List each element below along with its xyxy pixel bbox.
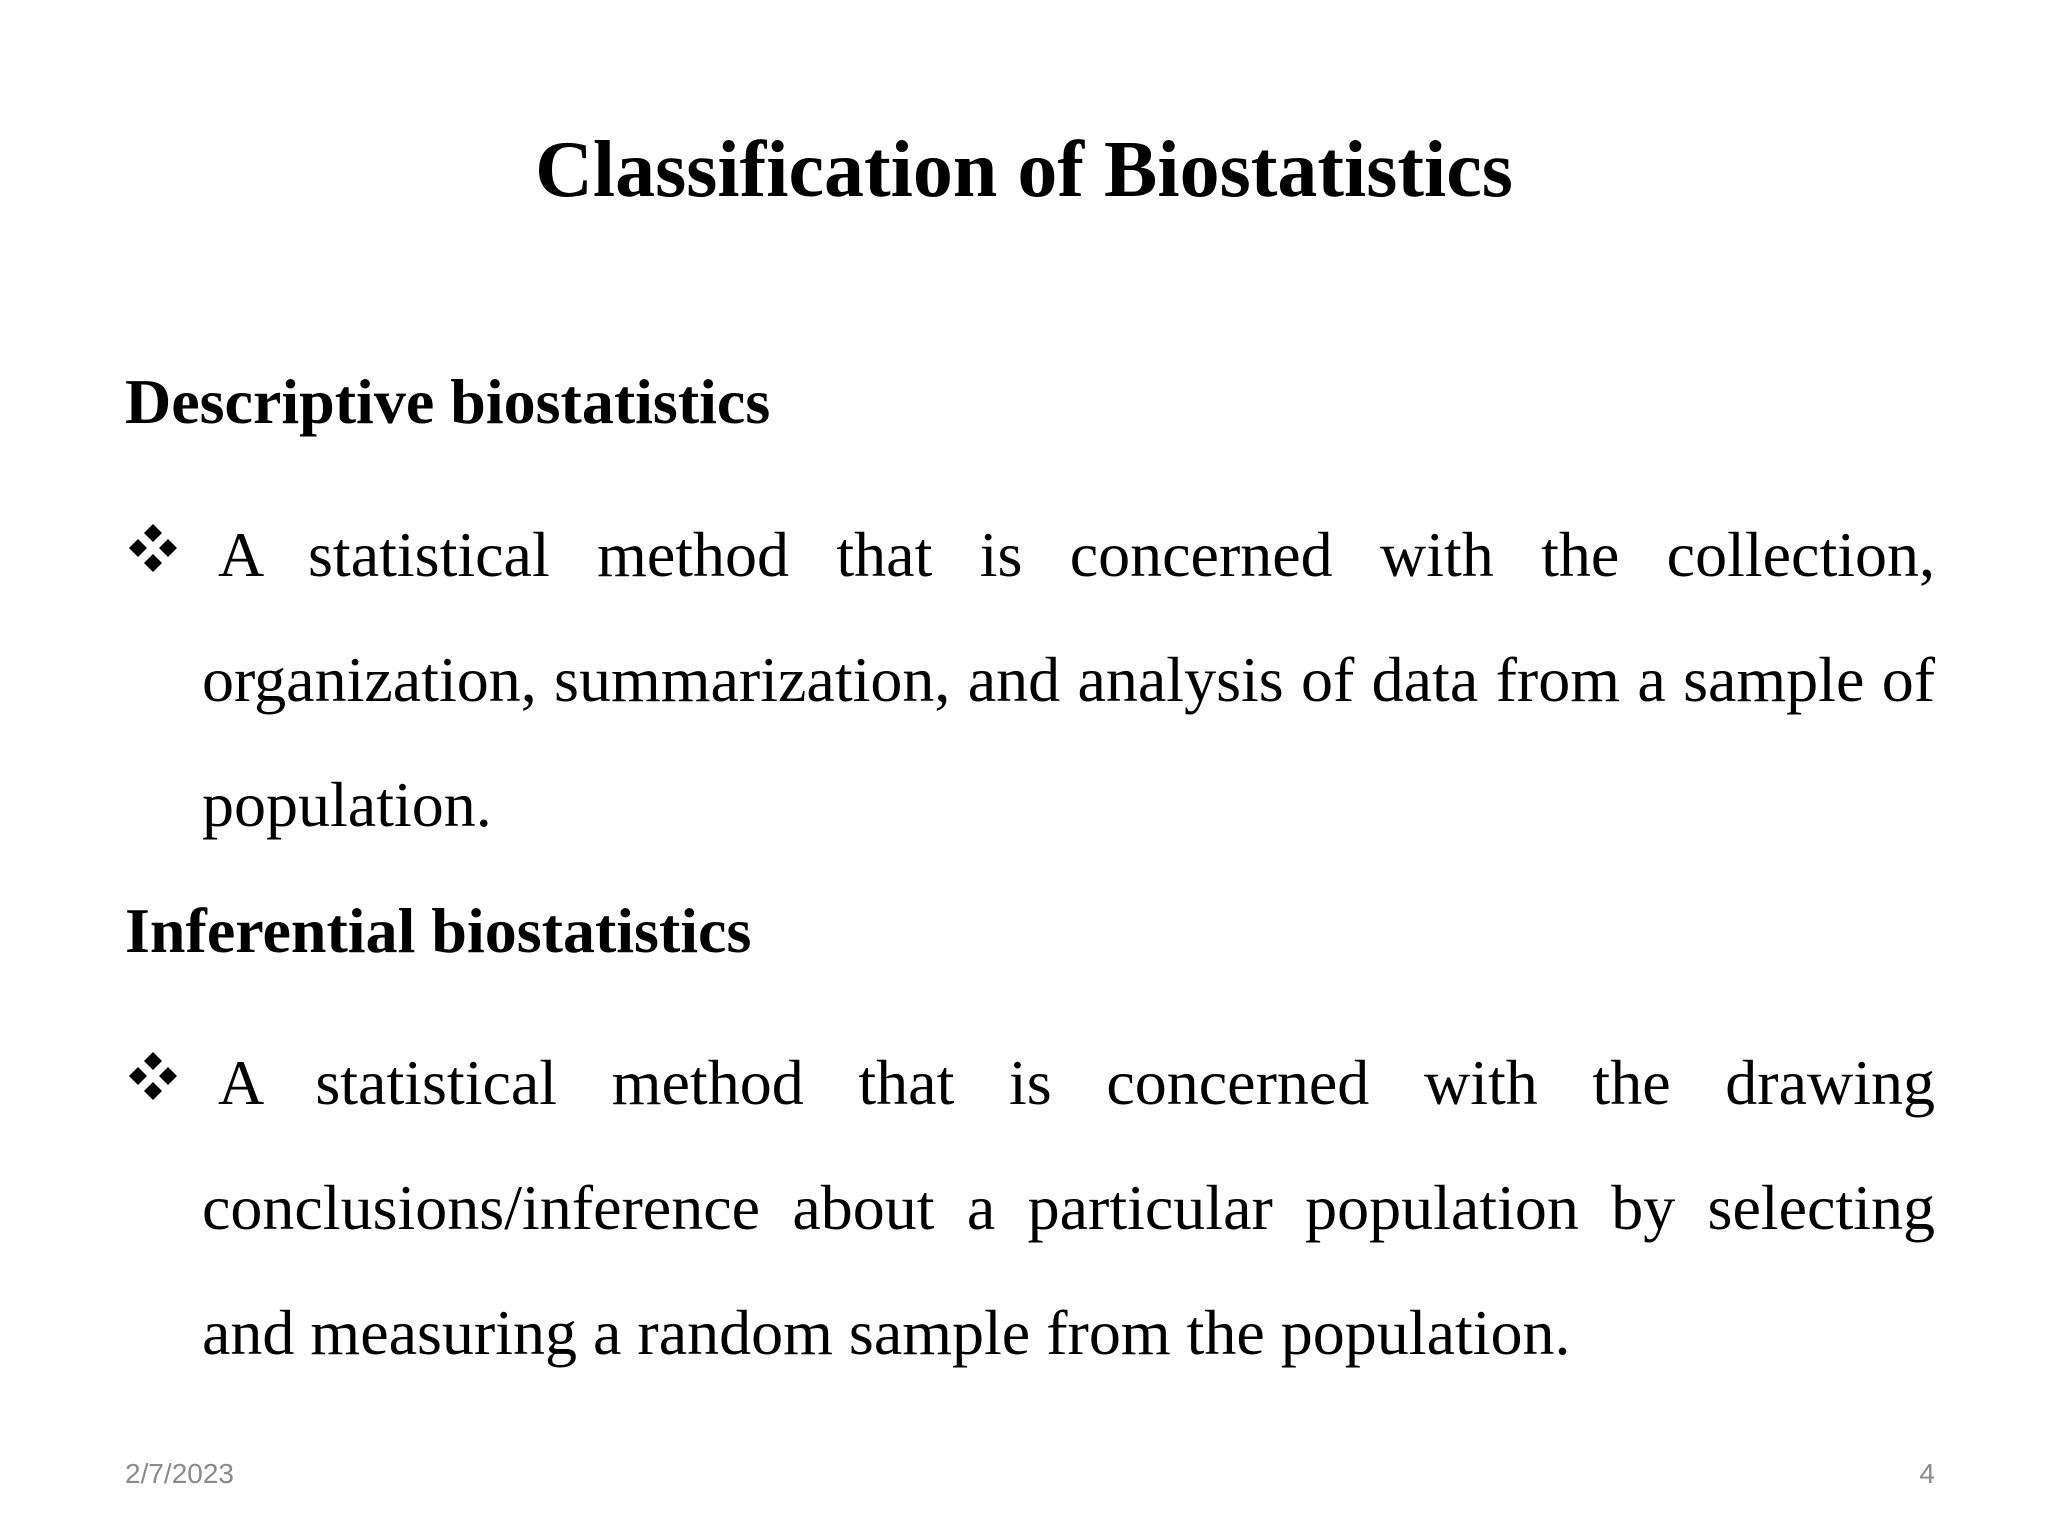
four-diamond-bullet-icon xyxy=(125,1048,181,1104)
slide-title: Classification of Biostatistics xyxy=(535,126,1513,214)
footer-date: 2/7/2023 xyxy=(125,1458,234,1489)
descriptive-bullet-text: A statistical method that is concerned with the collection, organization, summarization, and analysis of data from a sample of population. xyxy=(202,519,1935,840)
inferential-bullet-text: A statistical method that is concerned with the drawing conclusions/inference about a particular population by selecting and measuring a random sample from the population. xyxy=(202,1047,1935,1368)
footer-page-number: 4 xyxy=(1919,1458,1935,1489)
four-diamond-bullet-icon xyxy=(125,520,181,576)
descriptive-bullet xyxy=(125,492,1935,867)
inferential-heading: Inferential biostatistics xyxy=(125,895,752,966)
inferential-bullet xyxy=(125,1020,1935,1395)
descriptive-heading: Descriptive biostatistics xyxy=(125,366,771,437)
